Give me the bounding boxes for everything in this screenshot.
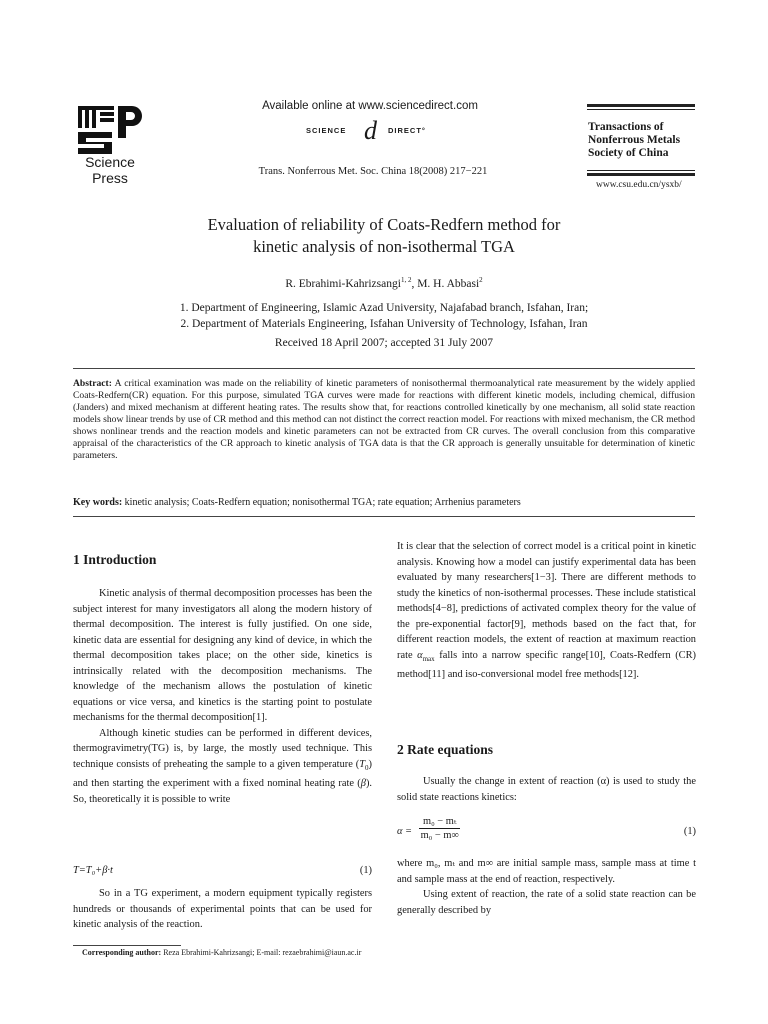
right-paragraph-2: Usually the change in extent of reaction (α) is used to study the solid state reactions kinetics: [397, 776, 696, 803]
equation-2-number: (1) [683, 826, 696, 837]
intro-p2-b: ) and then starting the experiment with a fixed nominal heating rate ( [73, 758, 372, 790]
journal-url[interactable]: www.csu.edu.cn/ysxb/ [596, 180, 682, 190]
right-p1-b: falls into a narrow specific range[10], Coats-Redfern (CR) method[11] and iso-conversional model free methods[12]. [397, 649, 696, 681]
section-1-heading: 1 Introduction [73, 552, 157, 567]
footnote-label: Corresponding author: [82, 948, 162, 957]
equation-2-numerator: m₀ − mₜ [419, 815, 460, 829]
journal-rule-top-thin [587, 109, 695, 110]
affiliation-1: 1. Department of Engineering, Islamic Azad University, Najafabad branch, Isfahan, Iran; [179, 302, 589, 314]
journal-name-line2: Nonferrous Metals [588, 134, 681, 146]
footnote-text: Reza Ebrahimi-Kahrizsangi; E-mail: rezaebrahimi@iaun.ac.ir [161, 948, 362, 957]
sciencedirect-logo [300, 116, 480, 145]
right-p1-alpha: α [417, 649, 423, 661]
keywords [73, 497, 695, 508]
author-2: , M. H. Abbasi [411, 277, 480, 290]
intro-paragraph-2 [73, 726, 372, 808]
abstract [73, 378, 695, 462]
left-column-text-2 [73, 886, 372, 933]
right-paragraph-1 [397, 539, 696, 683]
journal-rule-bottom-thick [587, 173, 695, 176]
right-column-text [397, 539, 696, 683]
right-column-text-3 [397, 856, 696, 918]
section-2-heading: 2 Rate equations [397, 742, 494, 757]
intro-p2-T0-sub: 0 [365, 763, 369, 772]
journal-name-line1: Transactions of [588, 121, 664, 133]
author-1-affil: 1, 2 [400, 276, 412, 284]
publisher-name-line2: Press [92, 170, 128, 186]
authors [100, 276, 668, 290]
equation-2-denominator: m₀ − m∞ [420, 830, 459, 841]
paper-title [100, 214, 668, 258]
abstract-label: Abstract: [73, 378, 112, 389]
equation-2-lhs: α = [397, 826, 413, 837]
author-2-affil: 2 [479, 276, 483, 284]
intro-p2-a: Although kinetic studies can be performed in different devices, thermogravimetry(TG) is, by large, the mostly used technique. This technique consists of preheating the sample to a given temperature ( [73, 727, 372, 770]
intro-p2-c: ). So, theoretically it is possible to write [73, 778, 372, 805]
sd-logo-at: d [364, 116, 377, 145]
available-online: Available online at www.sciencedirect.com [262, 100, 478, 112]
intro-paragraph-3: So in a TG experiment, a modern equipment typically registers hundreds or thousands of experimental points that can be used for kinetic analysis of the reaction. [73, 888, 372, 930]
right-paragraph-3: where m₀, mₜ and m∞ are initial sample mass, sample mass at time t and sample mass at the end of reaction, respectively. [397, 858, 696, 885]
footnote-rule [73, 945, 181, 946]
journal-name [588, 121, 718, 160]
journal-citation: Trans. Nonferrous Met. Soc. China 18(2008) 217−221 [258, 166, 488, 177]
equation-1-body: T=T₀+β·t [73, 865, 113, 876]
right-p1-alpha-sub: max [422, 654, 435, 663]
intro-paragraph-1: Kinetic analysis of thermal decomposition processes has been the subject interest for many investigators all along the modern history of thermal decomposition. The interest is fully justified. On one side, kinetic data are essential for designing any kind of device, in which the thermal decomposition takes place; on the other side, kinetics is intrinsically related with the decomposition mechanisms. The knowledge of the mechanism allows the postulation of kinetic equations or vice versa, and kinetics is the starting point to postulate mechanisms for the thermal decomposition[1]. [73, 588, 372, 723]
sd-logo-right: DIRECT° [388, 126, 426, 135]
right-p1-a: It is clear that the selection of correct model is a critical point in kinetic analysis. Knowing how a model can justify experimental data has been evaluated by many researchers[1−3]. There are different methods to study the kinetics of non-isothermal processes. These include statistical methods[4−8], predictions of activated complex theory for the value of the pre-exponential factor[9], methods based on the fact that, for different reaction models, the extent of reaction at maximum reaction rate [397, 541, 696, 661]
received-dates: Received 18 April 2007; accepted 31 July 2007 [274, 337, 494, 349]
affiliations [100, 300, 668, 332]
abstract-top-rule [73, 368, 695, 369]
publisher-name-line1: Science [85, 154, 135, 170]
journal-rule-top-thick [587, 104, 695, 107]
keywords-text: kinetic analysis; Coats-Redfern equation; nonisothermal TGA; rate equation; Arrhenius parameters [122, 497, 521, 508]
equation-1 [73, 863, 372, 878]
left-column-text [73, 586, 372, 807]
abstract-bottom-rule [73, 516, 695, 517]
keywords-label: Key words: [73, 497, 123, 508]
footnote [82, 948, 582, 957]
journal-rule-bottom-thin [587, 170, 695, 171]
right-paragraph-4: Using extent of reaction, the rate of a solid state reaction can be generally described by [397, 889, 696, 916]
paper-title-line1: Evaluation of reliability of Coats-Redfern method for [207, 215, 561, 234]
journal-name-line3: Society of China [588, 147, 669, 159]
equation-2-fraction [419, 815, 460, 842]
author-1: R. Ebrahimi-Kahrizsangi [285, 277, 401, 290]
intro-p2-T0: T [359, 758, 366, 770]
intro-p2-beta: β [360, 778, 366, 790]
science-press-logo-icon [78, 106, 142, 154]
abstract-text: A critical examination was made on the reliability of kinetic parameters of nonisothermal thermoanalytical rate measurement by the widely applied Coats-Redfern(CR) equation. For this purpose, simulated TGA curves were made for reactions with different kinetic models, including chemical, diffusion (Janders) and mixed mechanism at different heating rates. The results show that, for reactions controlled kinetically by one mechanism, all solid state reaction models show linear trends by use of CR method and this method can not distinct the correct reaction model. For reactions with mixed mechanism, the CR method shows nonlinear trends and the reaction models and kinetic parameters can not be extracted from CR curves. The overall conclusion from this comparative appraisal of the characteristics of the CR approach to kinetic analysis of TGA data is that the CR approach is generally unsuitable for determination of kinetic parameters. [73, 378, 695, 461]
publisher-name [70, 154, 150, 186]
sd-logo-left: SCIENCE [306, 126, 347, 135]
affiliation-2: 2. Department of Materials Engineering, Isfahan University of Technology, Isfahan, Iran [180, 318, 588, 330]
equation-1-number: (1) [359, 865, 372, 876]
equation-2 [397, 815, 696, 847]
paper-title-line2: kinetic analysis of non-isothermal TGA [253, 237, 515, 256]
right-column-text-2 [397, 774, 696, 805]
